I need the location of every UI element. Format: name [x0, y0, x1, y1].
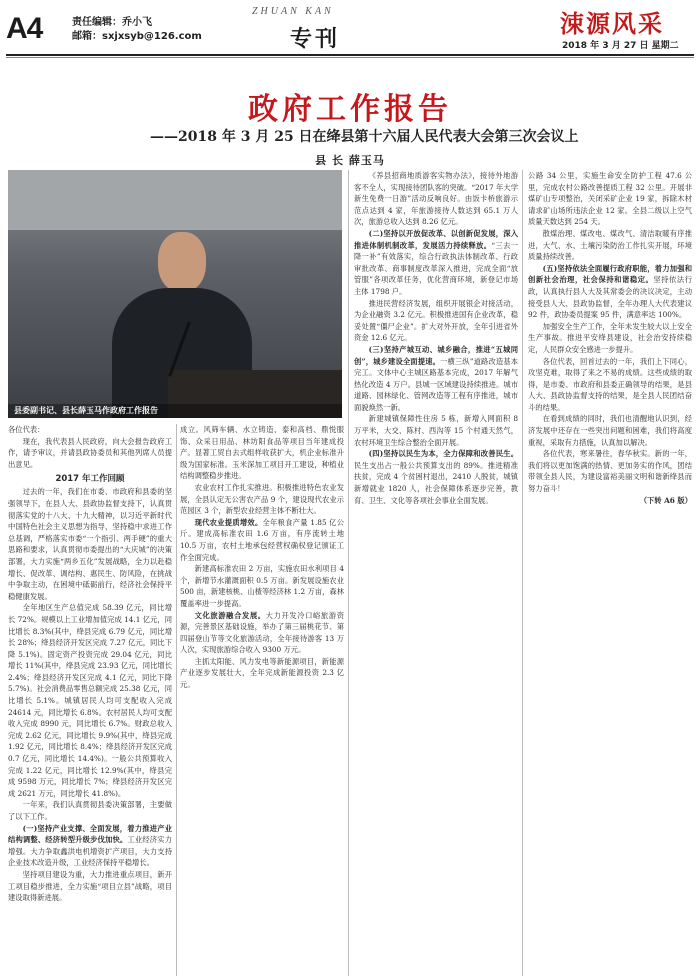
editor-email: 邮箱：sxjxsyb@126.com — [72, 31, 202, 42]
paragraph — [8, 823, 172, 869]
text-column-3 — [354, 170, 518, 976]
paragraph: 公路 34 公里，实施生命安全防护工程 47.6 公里，完成农村公路改善提质工程 32 公里。开展非煤矿山专项整治，关闭采矿企业 19 家，拆除木材请求矿山场所违法企业 12 家。全县二级以上空气质量天数达到 254 天。 — [528, 171, 692, 227]
masthead-rule-thin — [6, 57, 694, 58]
subsection-heading: 现代农业提质增效。 — [194, 517, 263, 527]
column-divider — [176, 424, 177, 976]
paragraph: 加强安全生产工作，全年未发生较大以上安全生产事故。推进平安绛县建设，社会治安持续稳定，人民群众安全感进一步提升。 — [528, 321, 692, 354]
paragraph: 各位代表，回首过去的一年，我们上下同心，攻坚克难，取得了来之不易的成绩。这些成绩的取得，是市委、市政府和县委正确领导的结果，是县人大、县政协监督支持的结果，是全县人民团结奋斗的结果。 — [528, 356, 692, 412]
photo-background — [8, 170, 342, 230]
paragraph: 散煤治理、煤改电、煤改气、清洁取暖有序推进，大气、水、土壤污染防治工作扎实开展，环境质量持续改善。 — [528, 228, 692, 262]
column-divider — [522, 170, 523, 976]
paragraph: 农业农村工作扎实推进。积极推进特色农业发展，全县认定无公害农产品 9 个，建设现代农业示范园区 3 个，新型农业经营主体不断壮大。 — [180, 482, 344, 516]
paragraph: 全年地区生产总值完成 58.39 亿元，同比增长 72%。规模以上工业增加值完成 14.1 亿元，同比增长 8.3%(其中，绛县完成 6.79 亿元，同比增长 28%；绛县经济开发区完成 7.27 亿元，同比下降 5.1%)。固定资产投资完成 29.04 亿元，同比增长 11%(其中，绛县完成 23.93 亿元，同比增长 2.4%；绛县经济开发区完成 4.1 亿元，同比下降 5.7%)。社会消费品零售总额完成 25.38 亿元，同比增长 5.1%。城镇居民人均可支配收入完成 24614 元，同比增长 6.8%。农村居民人均可支配收入完成 8990 元，同比增长 6.7%。财政总收入完成 2.62 亿元，同比增长 9.9%(其中，绛县完成 1.92 亿元，同比增长 8.4%；绛县经济开发区完成 0.7 亿元，同比增长 14.4%)。一般公共预算收入完成 1.22 亿元，同比增长 12.9%(其中，绛县完成 9598 万元，同比增长 7%；绛县经济开发区完成 2621 万元，同比增长 41.8%)。 — [8, 603, 172, 798]
text-column-1 — [8, 424, 172, 976]
subsection-heading: (四)坚持以民生为本，全力保障和改善民生。 — [368, 449, 518, 459]
continued-notice[interactable]: （下转 A6 版） — [639, 495, 692, 505]
text-column-4 — [528, 170, 692, 976]
masthead-rule — [6, 54, 694, 56]
subsection-heading: (二)坚持以开放促改革、以创新促发展，深入推进体制机制改革，发展活力持续释放。 — [354, 228, 518, 250]
paragraph-text: 民生支出占一般公共预算支出的 89%。推进精准扶贫，完成 4 个贫困村退出，2410 人脱贫，城镇新增就业 1820 人，社会保障体系逐步完善，教育、卫生、文化等各项社会事业全面发展。 — [354, 460, 518, 505]
editor-name: 责任编辑：乔小飞 — [72, 17, 152, 28]
paragraph: 坚持项目建设为重，大力推进重点项目，新开工项目稳步推进，全力实施“项目立县”战略，项目建设取得新进展。 — [8, 869, 172, 903]
article-author: 县 长 薛玉马 — [315, 154, 385, 167]
greeting: 各位代表： — [8, 425, 45, 434]
article-headline: 政府工作报告 — [248, 92, 452, 127]
paragraph — [354, 228, 518, 298]
masthead — [0, 0, 700, 58]
paragraph: 《养县招商地质游客实物办法》，接待外地游客不全人，实现接待团队客的突破。“2017 年大学新生免费一日游”活动反响良好。由饭卡桥旅游示范点达到 4 家，年旅游接待人数达到 65.1 万人次，旅游总收入达到 8.26 亿元。 — [354, 171, 518, 227]
paragraph-text: 全年粮食产量 1.85 亿公斤。建成高标准农田 1.6 万亩，有序流转土地 10.5 万亩，农村土地承包经营权确权登记颁证工作全面完成。 — [180, 517, 344, 562]
paragraph — [354, 344, 518, 414]
subsection-heading: (三)坚持产城互动、城乡融合，推进“五城同创”，城乡建设全面提速。 — [354, 344, 518, 366]
newspaper-brand: 涑源风采 — [560, 9, 664, 38]
paragraph: 现在，我代表县人民政府，向大会报告政府工作，请予审议，并请县政协委员和其他列席人员提出意见。 — [8, 436, 172, 469]
paragraph: 在看到成绩的同时，我们也清醒地认识到，经济发展中还存在一些突出问题和困难，我们将高度重视，采取有力措施，认真加以解决。 — [528, 414, 692, 447]
section-label-en: ZHUAN KAN — [252, 6, 334, 17]
subsection-heading: (五)坚持依法全面履行政府职能，着力加强和创新社会治理，社会保持和谐稳定。 — [528, 263, 692, 285]
section-title: 专刊 — [290, 26, 341, 52]
subsection-heading: 文化旅游融合发展。 — [194, 610, 266, 620]
paragraph: 新建高标准农田 2 万亩，实施农田水利项目 4 个，新增节水灌溉面积 0.5 万亩。新发展设施农业 500 亩，新建核桃、山楂等经济林 1.2 万亩，森林覆盖率进一步提高。 — [180, 564, 344, 608]
photo-speaker-head — [158, 232, 206, 292]
page-number: A4 — [6, 12, 43, 45]
editor-info — [72, 16, 202, 44]
paragraph-text: 一横三纵”道路改造基本完工。文体中心主城区路基本完成，2017 年解气热化改造 4 万户。县城一区域建设持续推进。城市道路、园林绿化、管网改造等工程有序推进，城市面貌焕然一新。 — [354, 356, 518, 412]
paragraph: 各位代表，寒来暑往，春华秋实。新的一年，我们将以更加饱满的热情、更加务实的作风，团结带领全县人民，为建设富裕美丽文明和谐新绛县而努力奋斗！ — [528, 449, 692, 494]
column-divider — [348, 170, 349, 976]
paragraph: 成立。风筛车辆、水立铸造、泰和高档、鼎悦服饰、众采日用品、林坊阳食品等项目当年建成投产。显著工贸自去式组样收获扩大，机企业标准升级为国家标准。玉米深加工项目开工建设，种植业结构调整稳步推进。 — [180, 425, 344, 481]
paragraph: 一年来，我们认真贯彻县委决策部署，主要做了以下工作。 — [8, 800, 172, 821]
paragraph-text: 坚持依法行政，认真执行县人大及其常委会的决议决定，主动接受县人大、县政协监督，全年办理人大代表建议 92 件，政协委员提案 95 件，满意率达 100%。 — [528, 275, 692, 320]
paragraph: 过去的一年，我们在市委、市政府和县委的坚强领导下，在县人大、县政协监督支持下，认真贯彻落实党的十八大、十九大精神，以习近平新时代中国特色社会主义思想为指导，坚持稳中求进工作总基调，严格落实市委“一个指引、两手硬”的重大思路和要求，认真贯彻市委提出的“大庆城”的决策部署，大力实施“两乡五化”发展战略，全力以赴稳增长、促改革、调结构、惠民生、防风险，在挑战中争取主动，在困境中砥砺前行，经济社会保持平稳健康发展。 — [8, 487, 172, 601]
paragraph-text: 工业经济实力增强。大力争取鑫洪电机增资扩产项目，大力支持企业技术改造升级，工业经济保持平稳增长。 — [8, 835, 172, 868]
article-subhead: ——2018 年 3 月 25 日在绛县第十六届人民代表大会第三次会议上 — [150, 129, 579, 145]
paragraph-text: 大力开发冷口峪旅游资源，完善景区基础设施，举办了第三届桃花节、第四届登山节等文化旅游活动，全年接待游客 13 万人次，实现旅游综合收入 9300 万元。 — [180, 610, 344, 655]
paragraph — [354, 448, 518, 506]
section-heading: 2017 年工作回顾 — [55, 474, 125, 485]
subsection-heading: (一)坚持产业支撑、全面发展，着力推进产业结构调整、经济转型升级步伐加快。 — [8, 823, 172, 845]
paragraph-text: “三去一降一补”有效落实，综合行政执法体制改革、行政审批改革、商事制度改革深入推进，完成全面“放管服”各项改革任务，优化营商环境，新登记市场主体 1798 户。 — [354, 240, 518, 296]
paragraph — [180, 610, 344, 656]
photo-caption: 县委副书记、县长薛玉马作政府工作报告 — [8, 404, 342, 418]
text-column-2 — [180, 424, 344, 976]
paragraph: 新建城镇保障性住房 5 栋，新增入网面积 8 万平米，大交、陈村、西沟等 15 个村通天然气，农村环境卫生综合整治全面开展。 — [354, 414, 518, 447]
paragraph — [180, 517, 344, 563]
issue-date: 2018 年 3 月 27 日 星期二 — [562, 41, 679, 51]
paragraph — [528, 263, 692, 321]
paragraph: 推进民营经济发展，组织开展银企对接活动，为企业融资 3.2 亿元。积极推进国有企业改革，稳妥处置“僵尸企业”。扩大对外开放，全年引进省外资金 12.6 亿元。 — [354, 298, 518, 343]
paragraph: 主抓太阳能、风力发电等新能源项目，新能源产业逐步发展壮大，全年完成新能源投资 2.3 亿元。 — [180, 656, 344, 690]
speaker-photo — [8, 170, 342, 418]
